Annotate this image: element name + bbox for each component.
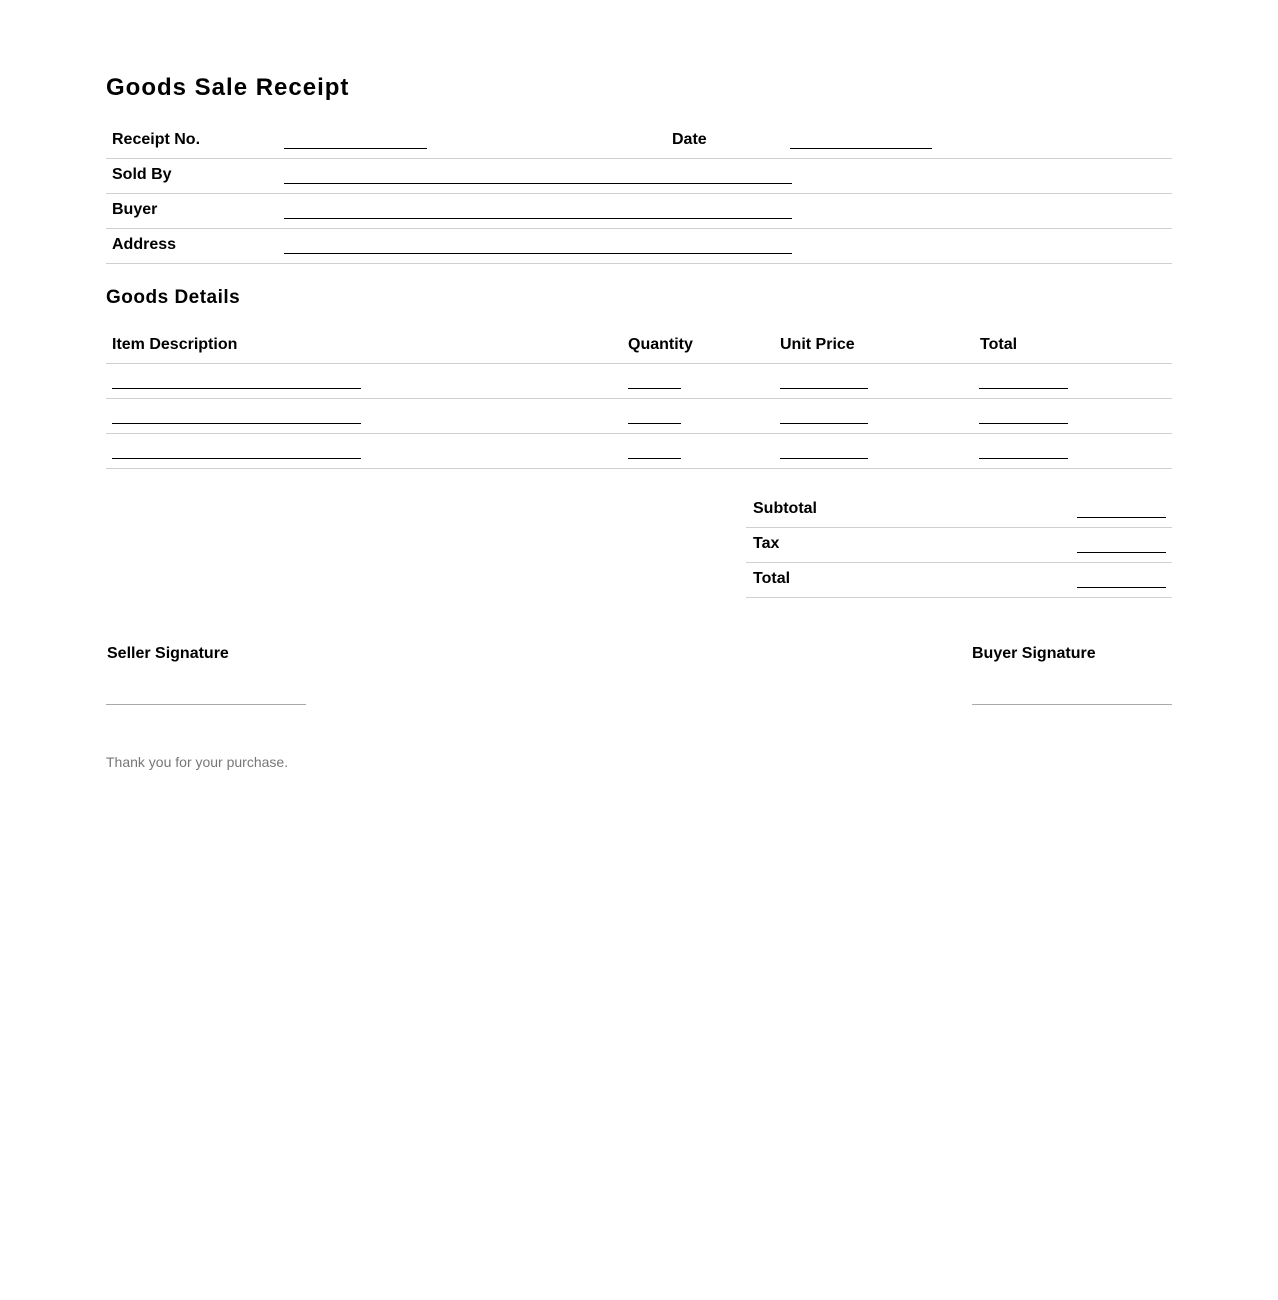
unit-price-field[interactable] bbox=[780, 423, 868, 424]
column-header-unit-price: Unit Price bbox=[780, 336, 855, 353]
description-field[interactable] bbox=[112, 423, 361, 424]
page-title: Goods Sale Receipt bbox=[106, 74, 350, 101]
footer-note: Thank you for your purchase. bbox=[106, 754, 289, 770]
description-field[interactable] bbox=[112, 388, 361, 389]
divider bbox=[106, 363, 1172, 364]
date-label: Date bbox=[672, 131, 707, 148]
address-field[interactable] bbox=[284, 253, 792, 254]
column-header-quantity: Quantity bbox=[628, 336, 693, 353]
seller-signature-label: Seller Signature bbox=[107, 645, 229, 662]
total-field[interactable] bbox=[979, 388, 1068, 389]
buyer-field[interactable] bbox=[284, 218, 792, 219]
total-field[interactable] bbox=[979, 458, 1068, 459]
divider bbox=[106, 433, 1172, 434]
unit-price-field[interactable] bbox=[780, 388, 868, 389]
column-header-description: Item Description bbox=[112, 336, 238, 353]
tax-field[interactable] bbox=[1077, 552, 1166, 553]
divider bbox=[106, 398, 1172, 399]
divider bbox=[106, 158, 1172, 159]
divider bbox=[746, 527, 1172, 528]
description-field[interactable] bbox=[112, 458, 361, 459]
tax-label: Tax bbox=[753, 535, 780, 552]
sold-by-label: Sold By bbox=[112, 166, 172, 183]
divider bbox=[106, 468, 1172, 469]
buyer-label: Buyer bbox=[112, 201, 158, 218]
divider bbox=[106, 263, 1172, 264]
quantity-field[interactable] bbox=[628, 458, 681, 459]
seller-signature-line[interactable] bbox=[106, 704, 306, 705]
subtotal-field[interactable] bbox=[1077, 517, 1166, 518]
total-field[interactable] bbox=[979, 423, 1068, 424]
quantity-field[interactable] bbox=[628, 423, 681, 424]
buyer-signature-label: Buyer Signature bbox=[972, 645, 1096, 662]
receipt-no-field[interactable] bbox=[284, 148, 427, 149]
subtotal-label: Subtotal bbox=[753, 500, 817, 517]
sold-by-field[interactable] bbox=[284, 183, 792, 184]
total-label: Total bbox=[753, 570, 791, 587]
buyer-signature-line[interactable] bbox=[972, 704, 1172, 705]
receipt-no-label: Receipt No. bbox=[112, 131, 201, 148]
unit-price-field[interactable] bbox=[780, 458, 868, 459]
divider bbox=[746, 562, 1172, 563]
divider bbox=[106, 193, 1172, 194]
date-field[interactable] bbox=[790, 148, 932, 149]
address-label: Address bbox=[112, 236, 177, 253]
quantity-field[interactable] bbox=[628, 388, 681, 389]
divider bbox=[746, 597, 1172, 598]
goods-details-heading: Goods Details bbox=[106, 287, 241, 308]
divider bbox=[106, 228, 1172, 229]
total-field[interactable] bbox=[1077, 587, 1166, 588]
column-header-total: Total bbox=[980, 336, 1018, 353]
